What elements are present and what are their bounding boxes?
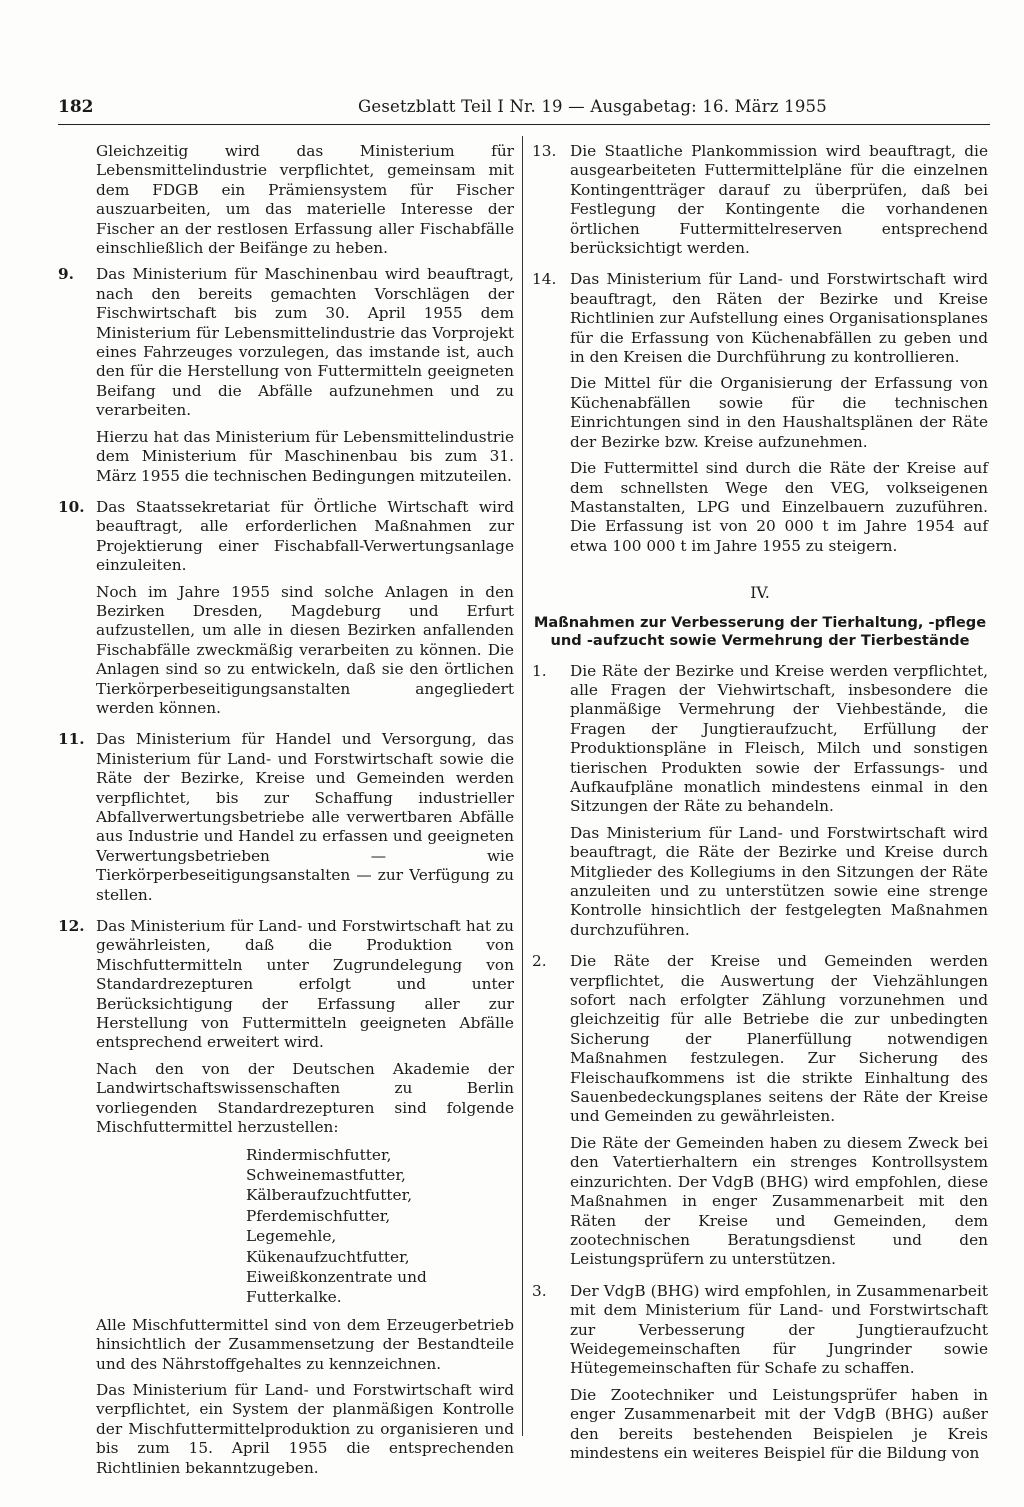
list-item-11 [58,730,514,905]
paragraph: Die Mittel für die Organisierung der Erfassung von Küchenabfällen sowie für die technischen Einrichtungen sind in den Haushaltsplänen der Räte der Bezirke bzw. Kreise aufzunehmen. [570,374,988,451]
left-column [58,142,514,1490]
paragraph: Das Ministerium für Land- und Forstwirtschaft wird beauftragt, den Räten der Bezirke und Kreise Richtlinien zur Aufstellung eines Organisationsplanes für die Erfassung von Küchenabfällen zu geben und in den Kreisen die Durchführung zu kontrollieren. [570,270,988,367]
item-number: 9. [58,265,74,284]
paragraph: Alle Mischfuttermittel sind von dem Erzeugerbetrieb hinsichtlich der Zusammensetzung der Bestandteile und des Nährstoffgehaltes zu kennzeichnen. [96,1315,514,1373]
paragraph: Nach den von der Deutschen Akademie der Landwirtschaftswissenschaften zu Berlin vorliegenden Standardrezepturen sind folgende Mischfuttermittel herzustellen: [96,1059,514,1137]
paragraph: Die Zootechniker und Leistungsprüfer haben in enger Zusammenarbeit mit der VdgB (BHG) außer den bereits bestehenden Beispielen je Kreis mindestens ein weiteres Beispiel für die Bildung von [570,1385,988,1462]
feed-list [96,1145,514,1308]
page-number: 182 [58,97,94,117]
paragraph: Die Staatliche Plankommission wird beauftragt, die ausgearbeiteten Futtermittelpläne für die einzelnen Kontingentträger darauf zu überprüfen, daß bei Festlegung der Kontingente die vorhandenen örtlichen Futtermittelreserven entsprechend berücksichtigt werden. [570,142,988,258]
item-number: 11. [58,730,85,749]
paragraph: Der VdgB (BHG) wird empfohlen, in Zusammenarbeit mit dem Ministerium für Land- und Forstwirtschaft zur Verbesserung der Jungtieraufzucht Weidegemeinschaften für Jungrinder sowie Hütegemeinschaften für Schafe zu schaffen. [570,1281,988,1378]
paragraph: Das Ministerium für Handel und Versorgung, das Ministerium für Land- und Forstwirtschaft sowie die Räte der Bezirke, Kreise und Gemeinden werden verpflichtet, bis zur Schaffung industrieller Abfallverwertungsbetriebe alle verwertbaren Abfälle aus Industrie und Handel zu erfassen und geeigneten Verwertungsbetrieben — wie Tierkörperbeseitigungsanstalten — zur Verfügung zu stellen. [96,730,514,904]
paragraph: Das Ministerium für Land- und Forstwirtschaft hat zu gewährleisten, daß die Produktion von Mischfuttermitteln unter Zugrundelegung von Standardrezepturen erfolgt und unter Berücksichtigung der Erfassung aller zur Herstellung von Futtermitteln geeigneten Abfälle entsprechend erweitert wird. [96,917,514,1052]
paragraph: Noch im Jahre 1955 sind solche Anlagen in den Bezirken Dresden, Magdeburg und Erfurt aufzustellen, um alle in diesen Bezirken anfallenden Fischabfälle zweckmäßig verarbeiten zu können. Die Anlagen sind so zu entwickeln, daß sie den örtlichen Tierkörperbeseitigungsanstalten angegliedert werden können. [96,582,514,717]
list-item-3 [532,1282,988,1464]
paragraph: Das Ministerium für Land- und Forstwirtschaft wird verpflichtet, ein System der planmäßigen Kontrolle der Mischfuttermittelproduktion zu organisieren und bis zum 15. April 1955 die entsprechenden Richtlinien bekanntzugeben. [96,1380,514,1477]
paragraph: Gleichzeitig wird das Ministerium für Lebensmittelindustrie verpflichtet, gemeinsam mit dem FDGB ein Prämiensystem für Fischer auszuarbeiten, um das materielle Interesse der Fischer an der restlosen Erfassung aller Fischabfälle einschließlich der Beifänge zu heben. [96,142,514,258]
header-title: Gesetzblatt Teil I Nr. 19 — Ausgabetag: 16. März 1955 [358,97,827,116]
feed-list-item: Kükenaufzuchtfutter, [246,1247,410,1266]
section-title-line: und -aufzucht sowie Vermehrung der Tierbestände [550,631,970,649]
list-item-12 [58,917,514,1478]
list-item-9 [58,265,514,485]
item-number: 1. [532,661,547,680]
paragraph: Das Ministerium für Land- und Forstwirtschaft wird beauftragt, die Räte der Bezirke und Kreise durch Mitglieder des Kollegiums in den Sitzungen der Räte anzuleiten und zu unterstützen sowie eine strenge Kontrolle hinsichtlich der festgelegten Maßnahmen durchzuführen. [570,823,988,939]
page-header [58,97,968,127]
list-item-2 [532,952,988,1270]
item-number: 2. [532,952,547,971]
item-number: 10. [58,497,85,516]
feed-list-item: Eiweißkonzentrate und [246,1267,427,1286]
feed-list-item: Kälberaufzuchtfutter, [246,1186,413,1205]
list-item-1 [532,662,988,941]
paragraph: Das Ministerium für Maschinenbau wird beauftragt, nach den bereits gemachten Vorschlägen der Fischwirtschaft bis zum 30. April 1955 dem Ministerium für Lebensmittelindustrie das Vorprojekt eines Fahrzeuges vorzulegen, das imstande ist, auch den für die Herstellung von Futtermitteln geeigneten Beifang und die Abfälle aufzunehmen und zu verarbeiten. [96,265,514,420]
section-title [532,614,988,650]
list-item-10 [58,498,514,718]
item-number: 13. [532,142,557,160]
list-item-14 [532,270,988,556]
item-number: 3. [532,1281,547,1300]
paragraph: Hierzu hat das Ministerium für Lebensmittelindustrie dem Ministerium für Maschinenbau bis zum 31. März 1955 die technischen Bedingungen mitzuteilen. [96,427,514,485]
section-title-line: Maßnahmen zur Verbesserung der Tierhaltung, -pflege [533,613,987,631]
column-divider [522,136,523,1436]
section-number: IV. [750,584,770,603]
feed-list-item: Rindermischfutter, [246,1145,392,1164]
list-item-13 [532,142,988,258]
paragraph: Die Räte der Gemeinden haben zu diesem Zweck bei den Vatertierhaltern ein strenges Kontrollsystem einzurichten. Der VdgB (BHG) wird empfohlen, diese Maßnahmen in enger Zusammenarbeit mit den Räten der Kreise und Gemeinden, dem zootechnischen Beratungsdienst und den Leistungsprüfern zu unterstützen. [570,1133,988,1269]
feed-list-item: Legemehle, [246,1227,337,1246]
feed-list-item: Pferdemischfutter, [246,1206,391,1225]
paragraph: Die Futtermittel sind durch die Räte der Kreise auf dem schnellsten Wege den VEG, volkseigenen Mastanstalten, LPG und Einzelbauern zuzuführen. Die Erfassung ist von 20 000 t im Jahre 1954 auf etwa 100 000 t im Jahre 1955 zu steigern. [570,459,988,555]
paragraph: Die Räte der Kreise und Gemeinden werden verpflichtet, die Auswertung der Viehzählungen sofort nach erfolgter Zählung vorzunehmen und gleichzeitig für alle Betriebe die zur unbedingten Sicherung der Planerfüllung notwendigen Maßnahmen festzulegen. Zur Sicherung des Fleischaufkommens ist die strikte Einhaltung des Sauenbedeckungsplanes seitens der Räte der Kreise und Gemeinden zu gewährleisten. [570,952,988,1126]
header-rule [58,124,990,125]
item-number: 14. [532,270,557,289]
feed-list-item: Futterkalke. [246,1288,342,1307]
paragraph: Das Staatssekretariat für Örtliche Wirtschaft wird beauftragt, alle erforderlichen Maßnahmen zur Projektierung einer Fischabfall-Verwertungsanlage einzuleiten. [96,497,514,575]
paragraph: Die Räte der Bezirke und Kreise werden verpflichtet, alle Fragen der Viehwirtschaft, insbesondere die planmäßige Vermehrung der Viehbestände, die Fragen der Jungtieraufzucht, Erfüllung der Produktionspläne in Fleisch, Milch und sonstigen tierischen Produkten sowie der Erfassungs- und Aufkaufpläne monatlich mindestens einmal in den Sitzungen der Räte zu behandeln. [570,661,988,816]
right-column [532,142,988,1475]
item-number: 12. [58,917,85,936]
feed-list-item: Schweinemastfutter, [246,1165,406,1184]
